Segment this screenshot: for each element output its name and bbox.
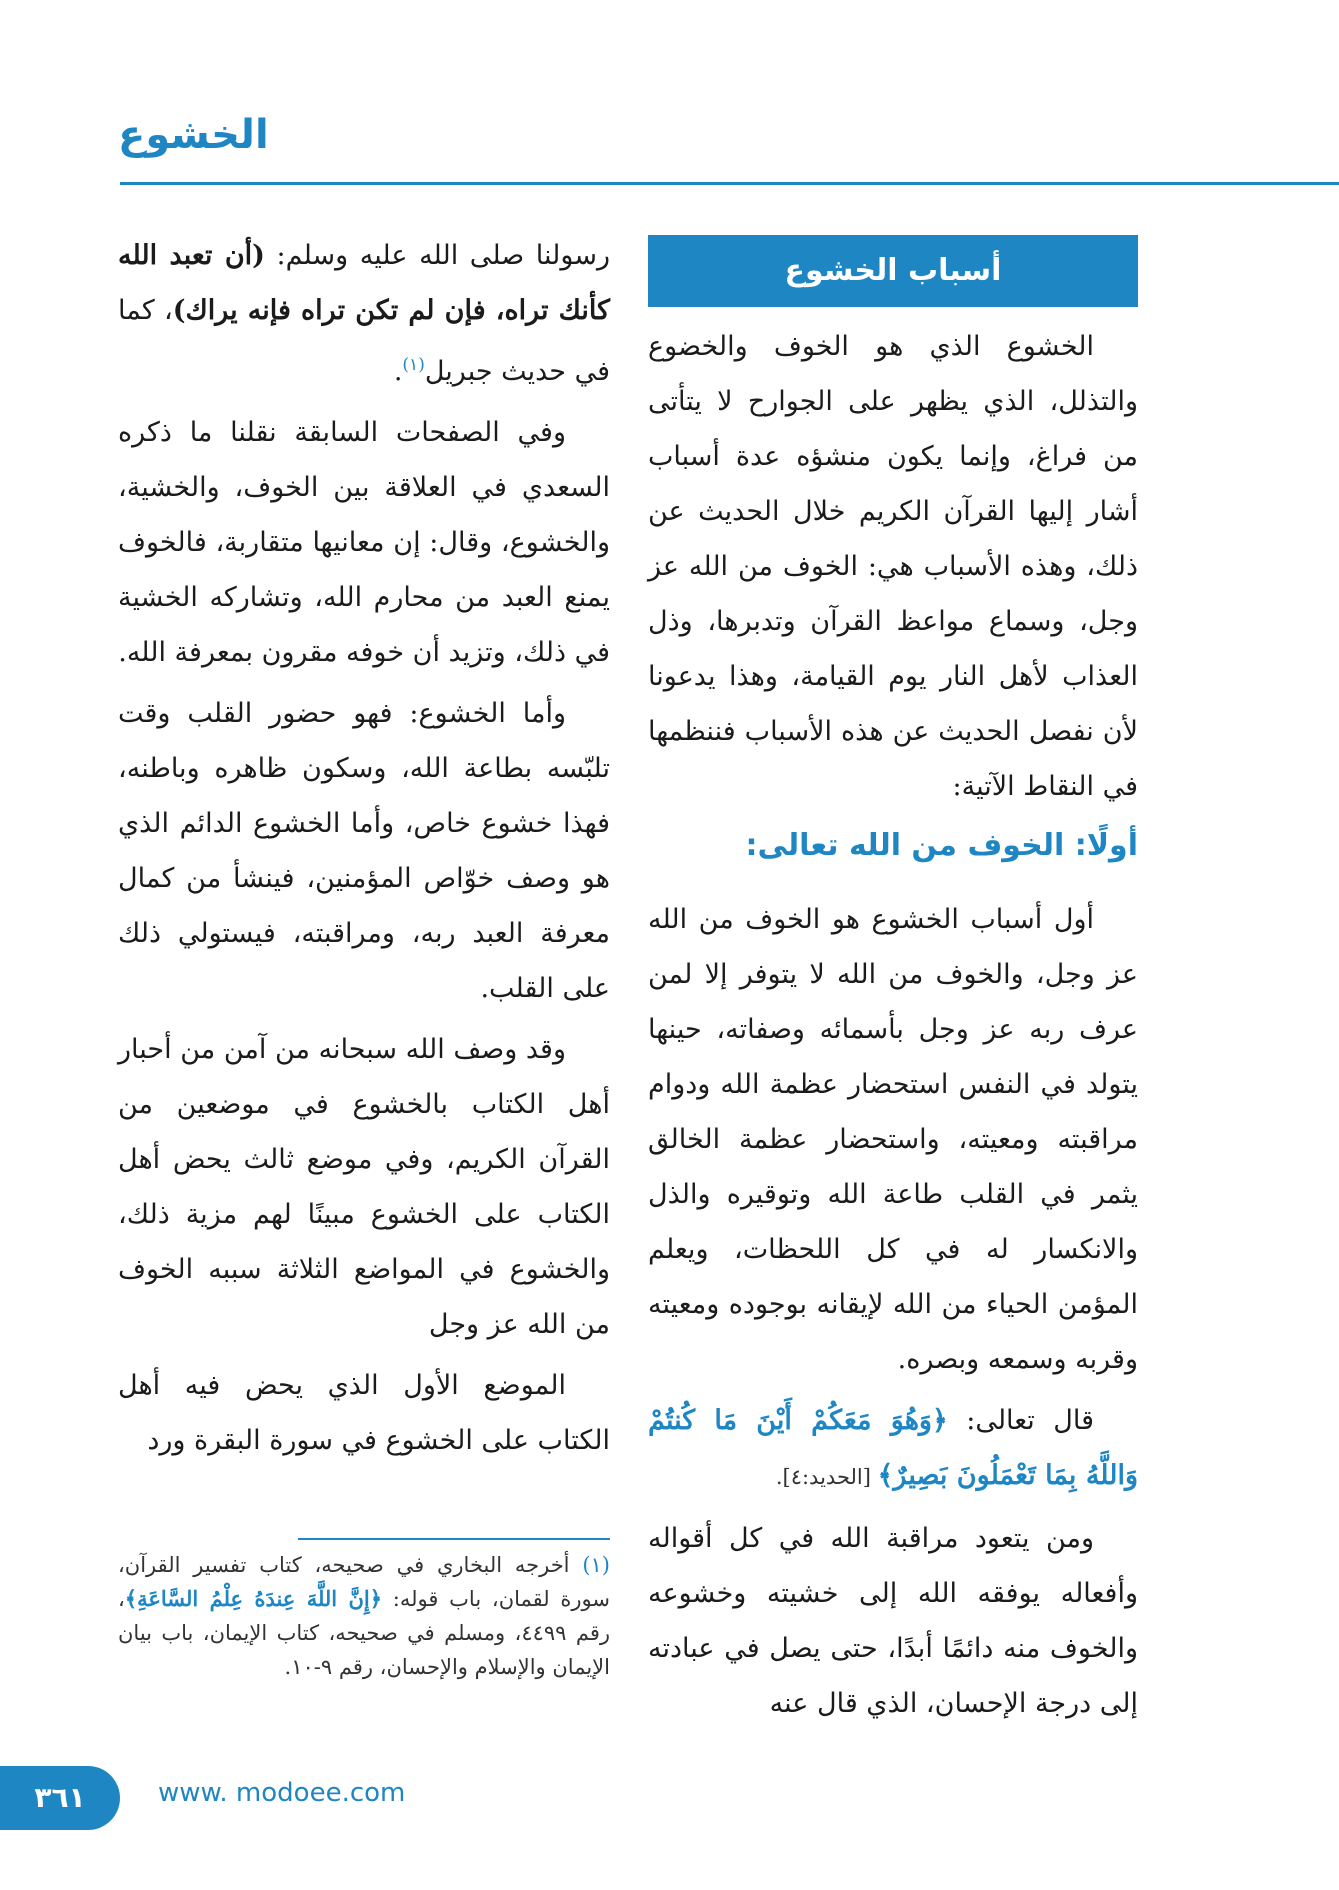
quran-verse: ﴿وَهُوَ مَعَكُمْ أَيْنَ مَا كُنتُمْ وَاللَّهُ بِمَا تَعْمَلُونَ بَصِيرٌ﴾ (648, 1405, 1138, 1491)
header-rule (120, 182, 1339, 185)
left-paragraph-5: الموضع الأول الذي يحض فيه أهل الكتاب على الخشوع في سورة البقرة ورد (118, 1370, 610, 1456)
footnote-marker: (١) (402, 355, 425, 375)
hadith-intro: رسولنا صلى الله عليه وسلم: (264, 240, 610, 271)
footnote (118, 1548, 610, 1684)
hadith-quote: (أن تعبد الله كأنك تراه، فإن لم تكن تراه فإنه يراك) (118, 240, 610, 326)
verse-reference: [الحديد:٤]. (775, 1465, 878, 1489)
left-column (118, 228, 610, 1474)
left-paragraph-1 (118, 228, 610, 399)
right-column (648, 235, 1138, 1737)
right-paragraph-1: الخشوع الذي هو الخوف والخضوع والتذلل، الذي يظهر على الجوارح لا يتأتى من فراغ، وإنما يكون منشؤه عدة أسباب أشار إليها القرآن الكريم خلال الحديث عن ذلك، وهذه الأسباب هي: الخوف من الله عز وجل، وسماع مواعظ القرآن وتدبرها، وذل العذاب لأهل النار يوم القيامة، وهذا يدعونا لأن نفصل الحديث عن هذه الأسباب فننظمها في النقاط الآتية: (648, 331, 1138, 802)
subheading-fear-of-god: أولًا: الخوف من الله تعالى: (745, 828, 1138, 863)
right-paragraph-3 (648, 1393, 1138, 1505)
footnote-quran: ﴿إِنَّ اللَّهَ عِندَهُ عِلْمُ السَّاعَةِ﴾ (124, 1586, 383, 1611)
sentence-end: . (393, 356, 403, 387)
quote-intro: قال تعالى: (947, 1405, 1095, 1436)
website-url[interactable]: www. modoee.com (158, 1778, 406, 1808)
left-paragraph-2: وفي الصفحات السابقة نقلنا ما ذكره السعدي في العلاقة بين الخوف، والخشية، والخشوع، وقال: إن معانيها متقاربة، فالخوف يمنع العبد من محارم الله، وتشاركه الخشية في ذلك، وتزيد أن خوفه مقرون بمعرفة الله. (118, 417, 610, 668)
running-header-title: الخشوع (118, 112, 269, 158)
hadith-source: ، كما في حديث جبريل (118, 295, 610, 387)
footnote-number: (١) (582, 1553, 610, 1577)
right-paragraph-2: أول أسباب الخشوع هو الخوف من الله عز وجل، والخوف من الله لا يتوفر إلا لمن عرف ربه عز وجل بأسمائه وصفاته، حينها يتولد في النفس استحضار عظمة الله ودوام مراقبته ومعيته، واستحضار عظمة الخالق يثمر في القلب طاعة الله وتوقيره والذل والانكسار له في كل اللحظات، ويعلم المؤمن الحياء من الله لإيقانه بوجوده ومعيته وقربه وسمعه وبصره. (648, 904, 1138, 1375)
footnote-rule (298, 1538, 610, 1540)
footnote-text-a: أخرجه البخاري في صحيحه، كتاب تفسير القرآن، سورة لقمان، باب قوله: (118, 1553, 610, 1611)
footnote-text-b: ، رقم ٤٤٩٩، ومسلم في صحيحه، كتاب الإيمان، باب بيان الإيمان والإسلام والإحسان، رقم ٩-١٠. (118, 1587, 610, 1679)
page-number: ٣٦١ (0, 1766, 120, 1830)
right-paragraph-4: ومن يتعود مراقبة الله في كل أقواله وأفعاله يوفقه الله إلى خشيته وخشوعه والخوف منه دائمًا أبدًا، حتى يصل في عبادته إلى درجة الإحسان، الذي قال عنه (648, 1523, 1138, 1719)
section-title: أسباب الخشوع (648, 235, 1138, 307)
left-paragraph-4: وقد وصف الله سبحانه من آمن من أحبار أهل الكتاب بالخشوع في موضعين من القرآن الكريم، وفي موضع ثالث يحض أهل الكتاب على الخشوع مبينًا لهم مزية ذلك، والخشوع في المواضع الثلاثة سببه الخوف من الله عز وجل (118, 1034, 610, 1340)
left-paragraph-3: وأما الخشوع: فهو حضور القلب وقت تلبّسه بطاعة الله، وسكون ظاهره وباطنه، فهذا خشوع خاص، وأما الخشوع الدائم الذي هو وصف خوّاص المؤمنين، فينشأ من كمال معرفة العبد ربه، ومراقبته، فيستولي ذلك على القلب. (118, 698, 610, 1004)
